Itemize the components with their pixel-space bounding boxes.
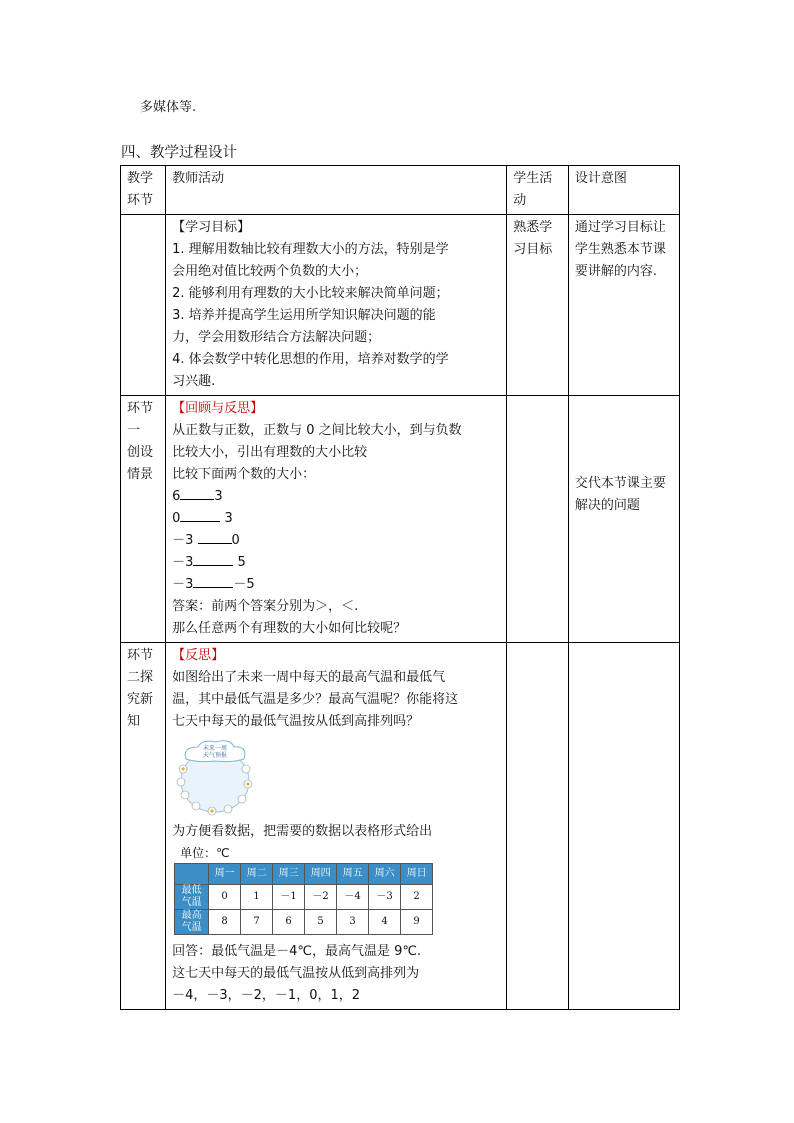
temp-cell: 2 bbox=[401, 885, 433, 910]
svg-text:未来一周: 未来一周 bbox=[203, 745, 228, 752]
temp-cell: －4 bbox=[337, 885, 369, 910]
row1-stage bbox=[121, 215, 166, 396]
row2-intent bbox=[568, 396, 679, 643]
header-student: 学生活 动 bbox=[507, 166, 569, 215]
row-review bbox=[121, 396, 680, 643]
compare-left: －3 bbox=[172, 555, 194, 570]
temp-cell: 3 bbox=[337, 910, 369, 935]
row1-line: 1. 理解用数轴比较有理数大小的方法，特别是学 bbox=[172, 242, 449, 257]
temp-corner bbox=[175, 864, 209, 885]
row3-line: 如图给出了未来一周中每天的最高气温和最低气 bbox=[172, 670, 446, 685]
temp-day: 周三 bbox=[273, 864, 305, 885]
row3-teacher bbox=[166, 643, 507, 1010]
row3-stage: 环节 二探 究新 知 bbox=[121, 643, 166, 1010]
temp-low-label: 最低 气温 bbox=[175, 885, 209, 910]
row1-title: 【学习目标】 bbox=[172, 220, 251, 235]
row3-line: 七天中每天的最低气温按从低到高排列吗？ bbox=[172, 714, 420, 729]
temp-day: 周二 bbox=[241, 864, 273, 885]
lesson-table bbox=[120, 165, 680, 1010]
temp-day: 周四 bbox=[305, 864, 337, 885]
row2-intent-text: 交代本节课主要 解决的问题 bbox=[574, 476, 666, 513]
temp-cell: －2 bbox=[305, 885, 337, 910]
row1-line: 习兴趣. bbox=[172, 374, 216, 389]
row2-question: 那么任意两个有理数的大小如何比较呢？ bbox=[172, 621, 407, 636]
header-stage: 教学 环节 bbox=[121, 166, 166, 215]
temp-day: 周六 bbox=[369, 864, 401, 885]
row2-title: 【回顾与反思】 bbox=[172, 401, 264, 416]
temperature-table bbox=[174, 863, 433, 935]
row3-answer1: 回答：最低气温是－4℃，最高气温是 9℃. bbox=[172, 944, 422, 959]
temp-cell: 0 bbox=[209, 885, 241, 910]
unit-label: 单位：℃ bbox=[180, 846, 230, 860]
header-intent: 设计意图 bbox=[568, 166, 679, 215]
compare-item bbox=[172, 486, 500, 508]
compare-right: 0 bbox=[231, 533, 240, 548]
row-explore bbox=[121, 643, 680, 1010]
row3-intent bbox=[568, 643, 679, 1010]
temp-day: 周一 bbox=[209, 864, 241, 885]
compare-left: －3 bbox=[172, 533, 194, 548]
row2-line: 从正数与正数，正数与 0 之间比较大小，到与负数 bbox=[172, 423, 462, 438]
row3-student bbox=[507, 643, 569, 1010]
temp-high-row bbox=[175, 910, 433, 935]
temp-cell: 9 bbox=[401, 910, 433, 935]
row1-line: 2. 能够利用有理数的大小比较来解决简单问题； bbox=[172, 286, 449, 301]
temp-cell: －3 bbox=[369, 885, 401, 910]
svg-text:天气预报: 天气预报 bbox=[203, 752, 228, 759]
compare-item bbox=[172, 574, 500, 596]
temp-header-row bbox=[175, 864, 433, 885]
temp-cell: 6 bbox=[273, 910, 305, 935]
temp-cell: －1 bbox=[273, 885, 305, 910]
row2-answer: 答案：前两个答案分别为＞，＜. bbox=[172, 599, 359, 614]
weather-forecast-image bbox=[172, 737, 258, 817]
row1-teacher bbox=[166, 215, 507, 396]
row2-stage: 环节 一 创设 情景 bbox=[121, 396, 166, 643]
compare-item bbox=[172, 530, 500, 552]
row1-intent: 通过学习目标让 学生熟悉本节课 要讲解的内容. bbox=[568, 215, 679, 396]
row1-line: 3. 培养并提高学生运用所学知识解决问题的能 bbox=[172, 308, 436, 323]
header-row bbox=[121, 166, 680, 215]
compare-left: －3 bbox=[172, 577, 194, 592]
section-heading: 四、教学过程设计 bbox=[121, 145, 237, 161]
compare-item bbox=[172, 508, 500, 530]
row3-title: 【反思】 bbox=[172, 648, 225, 663]
temp-cell: 7 bbox=[241, 910, 273, 935]
row1-line: 4. 体会数学中转化思想的作用，培养对数学的学 bbox=[172, 352, 449, 367]
temp-day: 周五 bbox=[337, 864, 369, 885]
compare-right: －5 bbox=[233, 577, 255, 592]
compare-right: 3 bbox=[224, 511, 233, 526]
temp-cell: 8 bbox=[209, 910, 241, 935]
row1-line: 力，学会用数形结合方法解决问题； bbox=[172, 330, 381, 345]
row3-line: 温，其中最低气温是多少？最高气温呢？你能将这 bbox=[172, 692, 459, 707]
compare-left: 0 bbox=[172, 511, 181, 526]
temp-day: 周日 bbox=[401, 864, 433, 885]
row2-line: 比较大小，引出有理数的大小比较 bbox=[172, 445, 368, 460]
temp-cell: 1 bbox=[241, 885, 273, 910]
row-goals bbox=[121, 215, 680, 396]
row3-answer3: －4，－3，－2，－1，0，1，2 bbox=[172, 988, 361, 1003]
compare-right: 5 bbox=[237, 555, 246, 570]
row2-teacher bbox=[166, 396, 507, 643]
compare-left: 6 bbox=[172, 489, 181, 504]
row3-after-image: 为方便看数据，把需要的数据以表格形式给出 bbox=[172, 824, 433, 839]
temp-cell: 4 bbox=[369, 910, 401, 935]
compare-item bbox=[172, 552, 500, 574]
temp-cell: 5 bbox=[305, 910, 337, 935]
compare-right: 3 bbox=[214, 489, 223, 504]
row2-line: 比较下面两个数的大小： bbox=[172, 467, 316, 482]
row3-answer2: 这七天中每天的最低气温按从低到高排列为 bbox=[172, 966, 420, 981]
row1-line: 会用绝对值比较两个负数的大小； bbox=[172, 264, 368, 279]
header-teacher: 教师活动 bbox=[166, 166, 507, 215]
pre-text: 多媒体等. bbox=[140, 100, 197, 115]
temp-low-row bbox=[175, 885, 433, 910]
temp-high-label: 最高 气温 bbox=[175, 910, 209, 935]
row1-student: 熟悉学 习目标 bbox=[507, 215, 569, 396]
row2-student bbox=[507, 396, 569, 643]
